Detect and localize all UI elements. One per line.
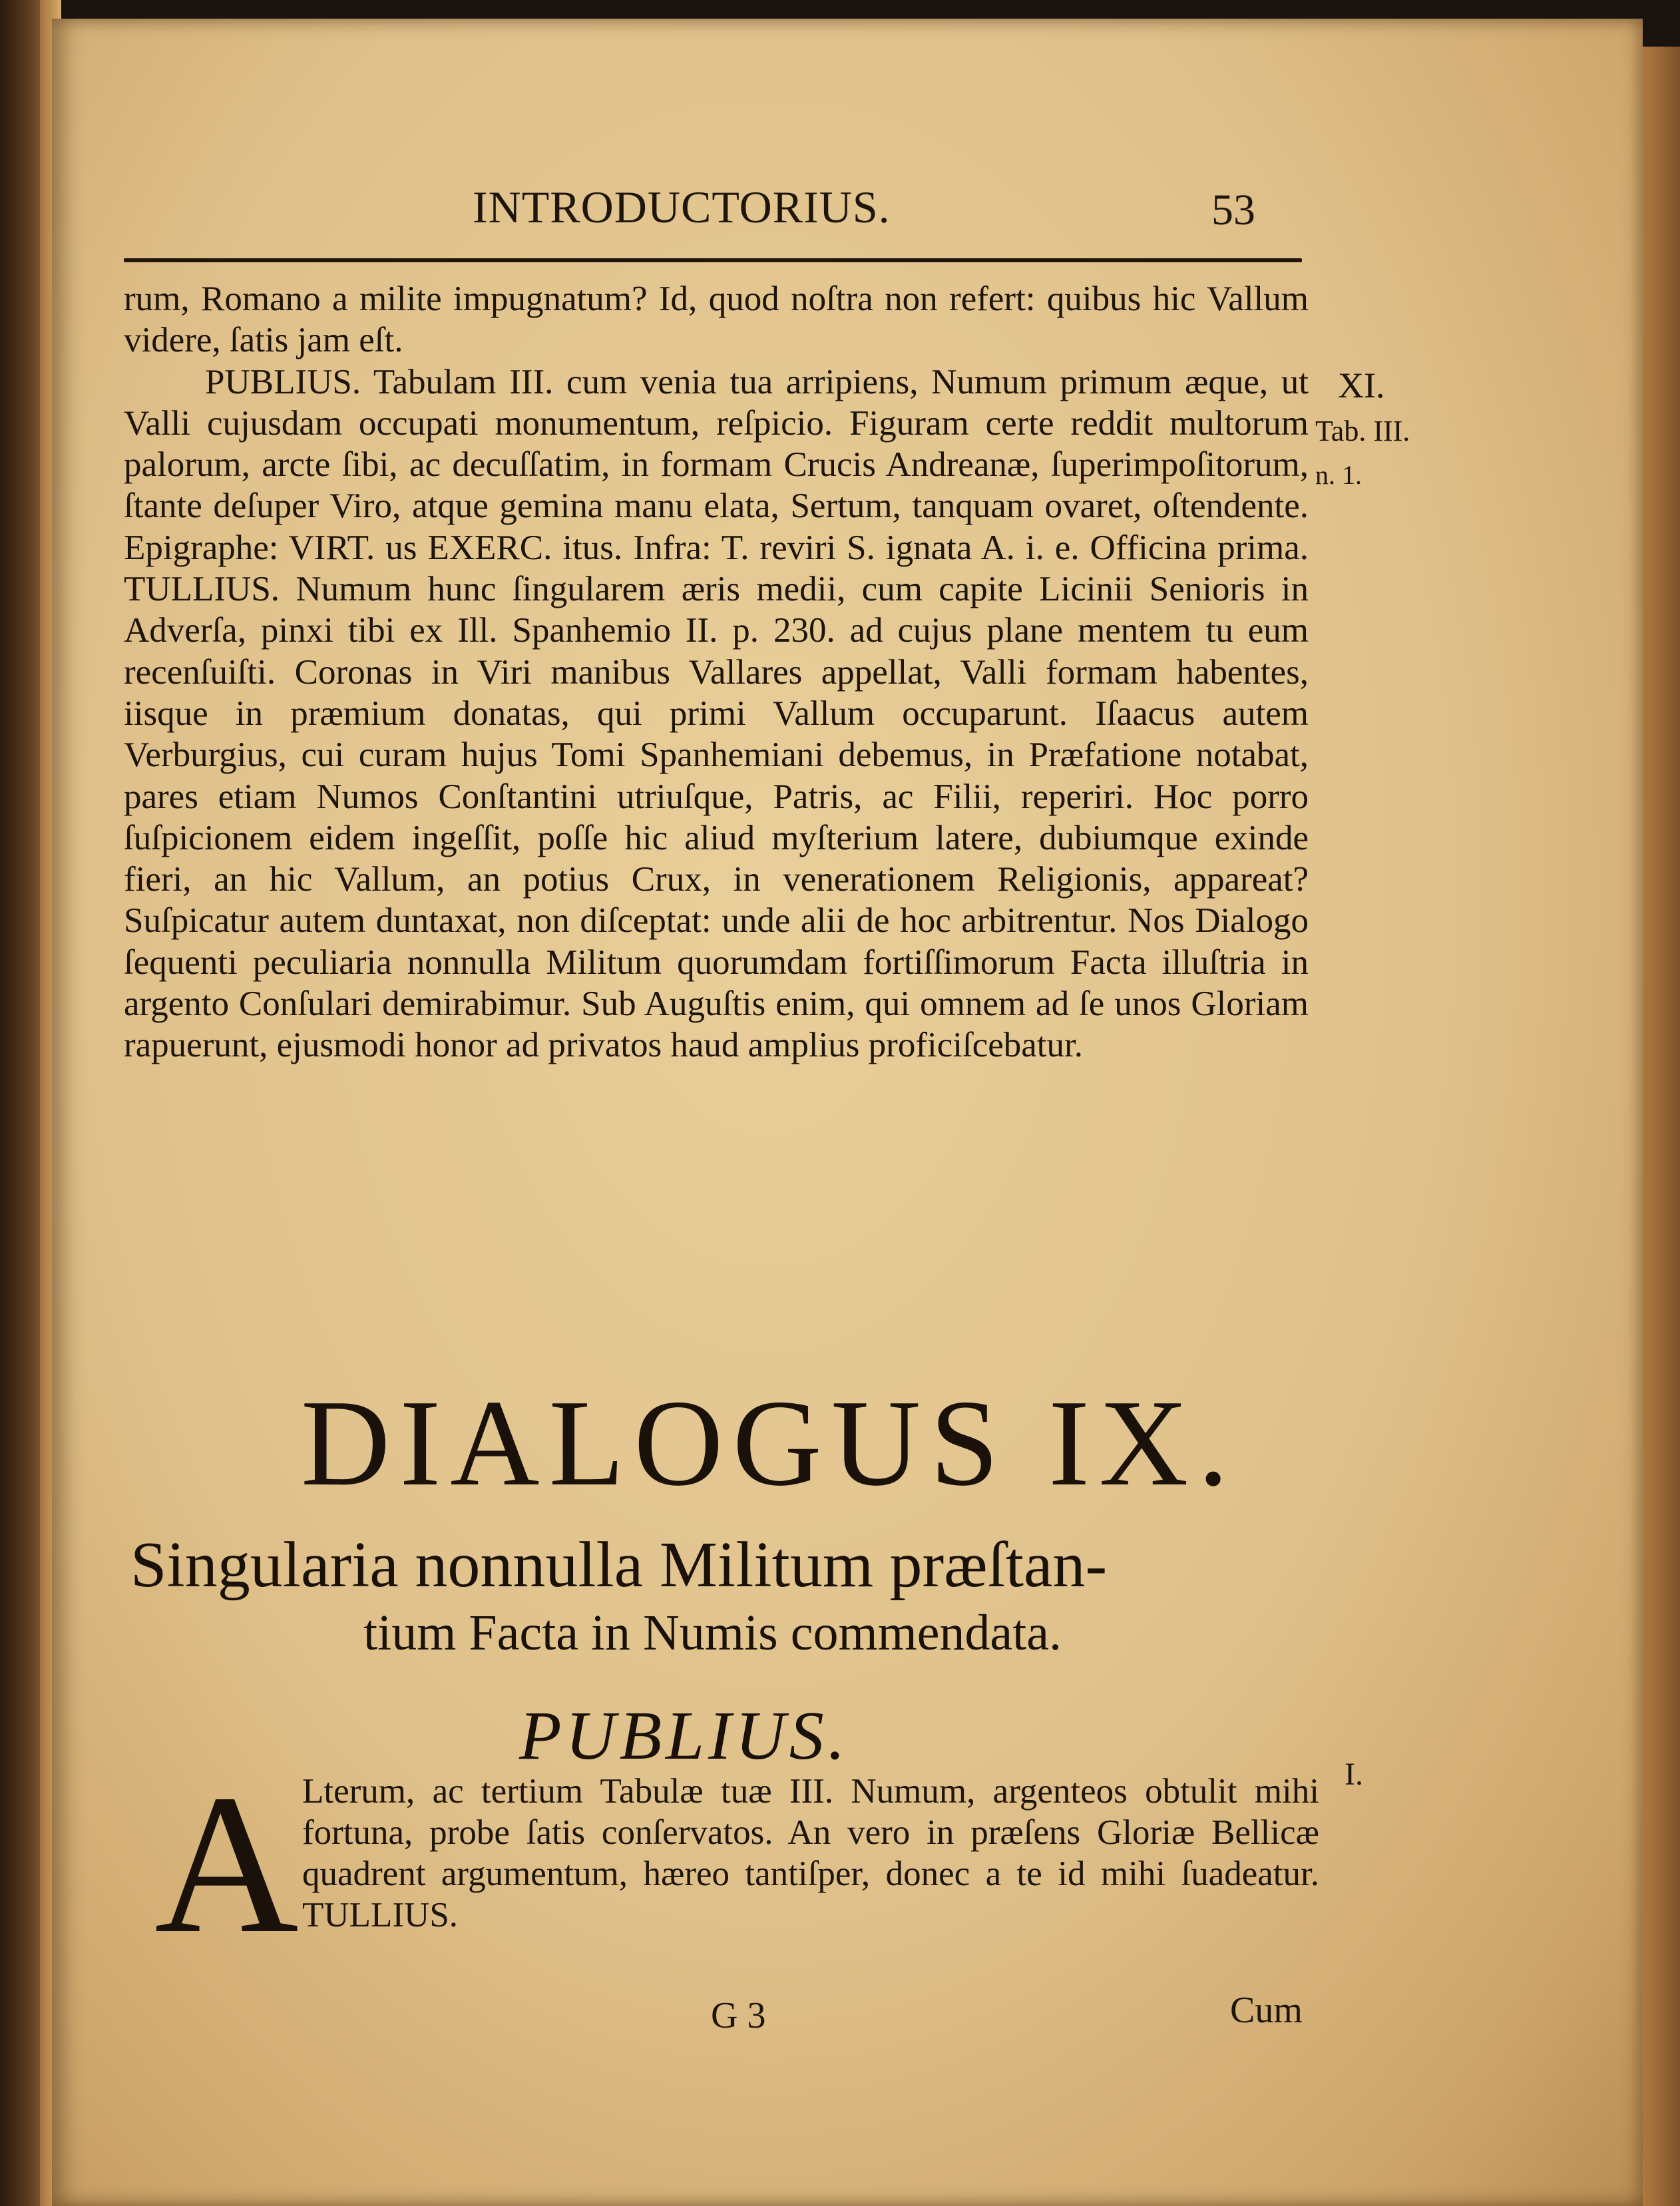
drop-cap: A bbox=[154, 1753, 299, 1974]
paragraph-publius: PUBLIUS. Tabulam III. cum venia tua arripiens, Numum primum æque, ut Valli cujusdam occupati monumentum, reſpicio. Figuram certe reddit multorum palorum, arcte ſibi, ac decuſſatim, in formam Crucis Andreanæ, ſuperimpoſitorum, ſtante deſuper Viro, atque gemina manu elata, Sertum, tanquam ovaret, oſtendente. Epigraphe: VIRT. us EXERC. itus. Infra: T. reviri S. ignata A. i. e. Officina prima. TULLIUS. Numum hunc ſingularem æris medii, cum capite Licinii Senioris in Adverſa, pinxi tibi ex Ill. Spanhemio II. p. 230. ad cujus plane mentem tu eum recenſuiſti. Coronas in Viri manibus Vallares appellat, Valli formam habentes, iisque in præmium donatas, qui primi Vallum occuparunt. Iſaacus autem Verburgius, cui curam hujus Tomi Spanhemiani debemus, in Præfatione notabat, pares etiam Numos Conſtantini utriuſque, Patris, ac Filii, reperiri. Hoc porro ſuſpicionem eidem ingeſſit, poſſe hic aliud myſterium latere, dubiumque exinde fieri, an hic Vallum, an potius Crux, in venerationem Religionis, appareat? Suſpicatur autem duntaxat, non diſceptat: unde alii de hoc arbitrentur. Nos Dialogo ſequenti peculiaria nonnulla Militum quorumdam fortiſſimorum Facta illuſtria in argento Conſulari demirabimur. Sub Auguſtis enim, qui omnem ad ſe unos Gloriam rapuerunt, ejusmodi honor ad privatos haud amplius proficiſcebatur. bbox=[124, 362, 1309, 1065]
margin-table-ref: Tab. III. bbox=[1315, 415, 1410, 447]
margin-dialog-section: I. bbox=[1345, 1757, 1363, 1792]
margin-item-ref: n. 1. bbox=[1315, 460, 1362, 490]
dialog-subtitle-line1: Singularia nonnulla Militum præſtan- bbox=[130, 1529, 1108, 1601]
running-head: INTRODUCTORIUS. bbox=[473, 182, 891, 232]
page-number: 53 bbox=[1211, 186, 1255, 234]
dialog-opening-paragraph: Lterum, ac tertium Tabulæ tuæ III. Numum, argenteos obtulit mihi fortuna, probe ſatis conſervatos. An vero in præſens Gloriæ Bellicæ quadrent argumentum, hæreo tantiſper, donec a te id mihi ſuadeatur. TULLIUS. bbox=[302, 1772, 1319, 1934]
paragraph-continuation: rum, Romano a milite impugnatum? Id, quod noſtra non refert: quibus hic Vallum videre, ſatis jam eſt. bbox=[124, 280, 1309, 360]
body-text bbox=[124, 278, 1309, 1066]
signature-mark: G 3 bbox=[711, 1995, 766, 2036]
header-rule bbox=[124, 258, 1302, 262]
page-header bbox=[473, 181, 1318, 241]
dialog-title: DIALOGUS IX. bbox=[301, 1375, 1238, 1512]
facing-page-edge bbox=[0, 0, 40, 2206]
speaker-name: PUBLIUS. bbox=[519, 1697, 849, 1774]
dialog-subtitle-line2: tium Facta in Numis commendata. bbox=[363, 1605, 1062, 1661]
catchword: Cum bbox=[1230, 1990, 1303, 2031]
dialog-opening-text bbox=[302, 1771, 1319, 1936]
margin-section-number: XI. bbox=[1338, 365, 1385, 405]
